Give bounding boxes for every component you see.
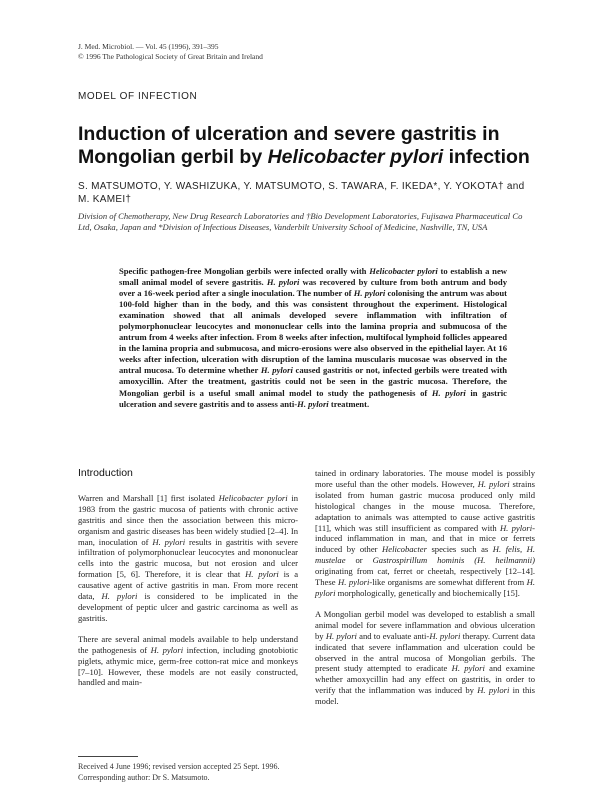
title-part-1: Induction of ulceration and severe gastritis in Mongolian gerbil by (78, 123, 500, 168)
paper-title (78, 123, 548, 169)
corresponding-author: Corresponding author: Dr S. Matsumoto. (78, 772, 210, 782)
footnotes (78, 762, 298, 783)
journal-header (78, 42, 338, 61)
copyright-line: © 1996 The Pathological Society of Great Britain and Ireland (78, 51, 263, 61)
section-label: MODEL OF INFECTION (78, 91, 198, 102)
body-text: is a causative agent of active gastritis in man. From more recent data, (78, 569, 299, 602)
organism-name: H. pylori (315, 577, 536, 598)
abstract-organism: H. pylori (297, 398, 329, 409)
abstract-organism: Helicobacter pylori (369, 266, 438, 276)
received-date: Received 4 June 1996; revised version accepted 25 Sept. 1996. (78, 762, 280, 771)
author-list: S. MATSUMOTO, Y. WASHIZUKA, Y. MATSUMOTO, S. TAWARA, F. IKEDA*, Y. YOKOTA† and M. KAMEI† (78, 181, 525, 205)
organism-name: Helicobacter pylori (218, 492, 288, 503)
organism-name: H. pylori (451, 663, 485, 674)
body-text: in 1983 from the gastric mucosa of patients with chronic active gastritis and since then the association between this micro-organism and gastric diseases has been widely studied [2–4]. In man, inoculation of (78, 492, 299, 547)
body-text: or (345, 555, 373, 566)
abstract-text: caused gastritis or not, infected gerbils were treated with amoxycillin. After the treatment, gastritis could not be seen in the gastric mucosa. Therefore, the Mongolian gerbil is a useful small animal model to study the pathogenesis of (119, 365, 508, 398)
organism-name: H. pylori (477, 478, 510, 489)
body-text: results in gastritis with severe infiltration of polymorphonuclear leucocytes and mononuclear cells into the gastric mucosa, but not erosion and ulcer formation [5, 6]. Therefore, it is clear that (78, 536, 298, 580)
abstract (119, 266, 507, 410)
body-text: tained in ordinary laboratories. The mouse model is possibly more useful than the other models. However, (315, 468, 535, 489)
body-text: therapy. Current data indicated that severe inflammation and ulceration could be observed in the antral mucosa of Mongolian gerbils. The present study attempted to eradicate (315, 630, 536, 674)
introduction-heading: Introduction (78, 467, 133, 479)
organism-name: Gastrospirillum hominis (H. heilmannii) (372, 555, 535, 566)
abstract-text: to establish a new small animal model of severe gastritis. (119, 266, 507, 288)
organism-name: H. pylori (152, 536, 186, 547)
intro-paragraph-3 (315, 468, 535, 599)
organism-name: Helicobacter (382, 544, 427, 555)
organism-name: H. pylori (325, 630, 357, 641)
journal-citation: J. Med. Microbiol. — Vol. 45 (1996), 391–395 (78, 42, 219, 51)
body-text: and examine whether amoxycillin had any effect on gastritis, in order to verify that the inflammation was induced by (315, 663, 535, 696)
body-text: infection, including gnotobiotic piglets, athymic mice, germ-free cotton-rat mice and monkeys [7–10]. However, these models are not easily constructed, handled and main- (78, 644, 299, 688)
abstract-organism: H. pylori (260, 365, 293, 376)
body-text: strains isolated from human gastric mucosa produced only mild histological changes in the mouse mucosa. Therefore, adaptation to animals was attempted to cause active gastritis [11], which was still insufficient as compared with (315, 478, 535, 533)
body-text: morphologically, genetically and biochemically [15]. (335, 587, 520, 598)
body-text: A Mongolian gerbil model was developed to establish a small animal model for severe inflammation and obvious ulceration by (315, 608, 535, 641)
body-text: originating from cat, ferret or cheetah, respectively [12–14]. These (315, 566, 535, 588)
organism-name: H. pylori (101, 591, 138, 602)
title-part-2: infection (443, 146, 530, 168)
abstract-organism: H. pylori (266, 277, 300, 288)
abstract-organism: H. pylori (353, 288, 386, 299)
organism-name: H. pylori (338, 577, 370, 588)
body-text: Warren and Marshall [1] first isolated (78, 492, 219, 503)
abstract-text: Specific pathogen-free Mongolian gerbils were infected orally with (119, 266, 370, 276)
right-column (315, 468, 535, 717)
footnote-divider (78, 756, 138, 757)
body-text: is considered to be implicated in the development of peptic ulcer and gastric carcinoma as well as gastritis. (78, 591, 298, 623)
intro-paragraph-2 (78, 634, 298, 689)
body-text: and to evaluate anti- (356, 630, 430, 641)
body-text: in this model. (315, 685, 536, 707)
body-text: There are several animal models available to help understand the pathogenesis of (78, 633, 298, 655)
organism-name: H. felis, H. mustelae (315, 544, 535, 566)
abstract-text: colonising the antrum was about 100-fold higher than in the body, and this was consistent throughout the experiment. Histological examination showed that all animals developed severe inflammation with infiltration of polymorphonuclear leucocytes and mononuclear cells into the lamina propria and submucosa of the antrum from 4 weeks after infection. From 8 weeks after infection, multifocal lymphoid follicles appeared in the lamina propria and submucosa, and micro-erosions were also observed in the epithelial layer. At 16 weeks after infection, ulceration with disruption of the lamina muscularis mucosae was observed in the antral mucosa. To determine whether (119, 288, 507, 376)
affiliations: Division of Chemotherapy, New Drug Research Laboratories and †Bio Development Laboratories, Fujisawa Pharmaceutical Co Ltd, Osaka, Japan and *Division of Infectious Diseases, Vanderbilt University School of Medicine, Nashville, TN, USA (78, 211, 523, 232)
title-organism: Helicobacter pylori (267, 146, 444, 168)
abstract-text: was recovered by culture from both antrum and body over a 16-week period after a single inoculation. The number of (119, 277, 507, 299)
body-text: species such as (426, 544, 493, 555)
abstract-organism: H. pylori (431, 387, 466, 398)
organism-name: H. pylori (499, 522, 533, 533)
body-text: -induced inflammation in man, and that in mice or ferrets induced by other (315, 522, 535, 555)
intro-paragraph-4 (315, 609, 535, 707)
body-text: -like organisms are somewhat different from (369, 577, 527, 588)
left-column (78, 468, 298, 698)
organism-name: H. pylori (150, 644, 184, 655)
intro-paragraph-1 (78, 493, 298, 624)
organism-name: H. pylori (477, 685, 510, 696)
abstract-text: in gastric ulceration and severe gastritis and to assess anti- (119, 387, 507, 409)
abstract-text: treatment. (328, 398, 370, 409)
organism-name: H. pylori (245, 569, 279, 580)
organism-name: H. pylori (429, 630, 461, 641)
